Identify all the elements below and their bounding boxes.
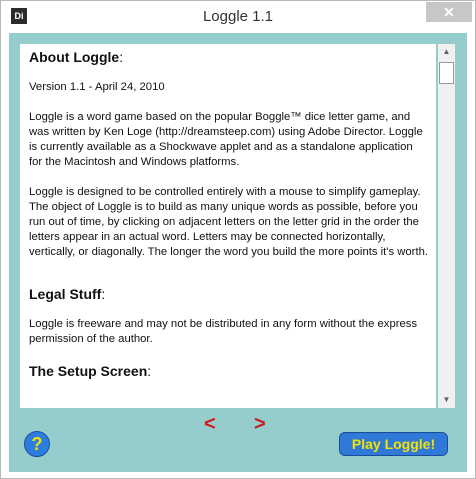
about-paragraph-1: Loggle is a word game based on the popular Boggle™ dice letter game, and was written by Ken Loge (http://dreamsteep.com) using Adobe Director. Loggle is currently available as a Shockwave applet and as a standalone application for the Macintosh and Windows platforms. [29, 111, 423, 168]
about-heading: About Loggle: [29, 49, 124, 65]
close-button[interactable]: ✕ [426, 2, 472, 22]
info-text-area[interactable] [20, 44, 436, 408]
help-button[interactable]: ? [24, 431, 50, 457]
scroll-up-arrow-icon[interactable]: ▲ [442, 47, 451, 56]
window-title: Loggle 1.1 [202, 8, 274, 25]
legal-text: Loggle is freeware and may not be distributed in any form without the express permission of the author. [29, 318, 418, 345]
play-loggle-button[interactable]: Play Loggle! [339, 432, 448, 456]
scroll-thumb[interactable] [439, 62, 454, 84]
about-paragraph-2: Loggle is designed to be controlled entirely with a mouse to simplify gameplay. The object of Loggle is to build as many unique words as possible, before you run out of time, by clicking on adjacent letters on the letter grid in the order the letters appear in an actual word. Letters may be connected horizontally, vertically, or diagonally. The longer the word you build the more points it's worth. [29, 186, 429, 258]
info-text [29, 48, 429, 394]
vertical-scrollbar[interactable] [438, 44, 455, 408]
app-icon: Di [11, 8, 27, 24]
title-bar [1, 1, 475, 33]
content-panel [9, 33, 467, 472]
previous-page-button[interactable]: < [204, 413, 216, 435]
next-page-button[interactable]: > [254, 413, 266, 435]
setup-heading: The Setup Screen: [29, 363, 152, 379]
scroll-down-arrow-icon[interactable]: ▼ [442, 395, 451, 404]
legal-heading: Legal Stuff: [29, 286, 106, 302]
version-line: Version 1.1 - April 24, 2010 [29, 81, 165, 93]
